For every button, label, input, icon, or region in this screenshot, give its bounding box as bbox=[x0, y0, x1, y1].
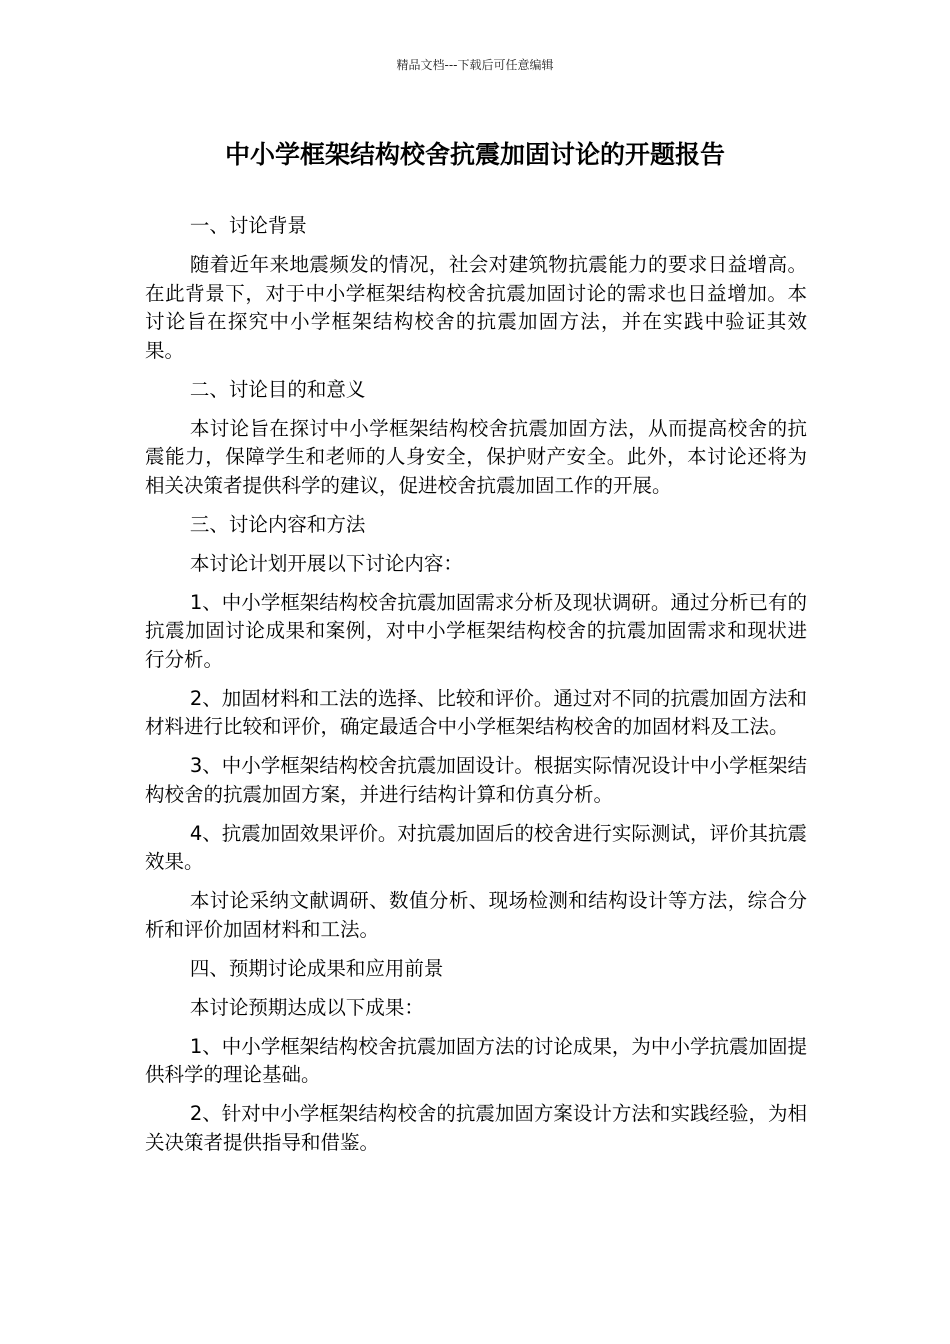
list-item-content-2: 2、加固材料和工法的选择、比较和评价。通过对不同的抗震加固方法和材料进行比较和评价，确定最适合中小学框架结构校舍的加固材料及工法。 bbox=[145, 686, 807, 738]
section-heading-outcomes: 四、预期讨论成果和应用前景 bbox=[189, 956, 444, 980]
paragraph-methods: 本讨论采纳文献调研、数值分析、现场检测和结构设计等方法，综合分析和评价加固材料和工法。 bbox=[145, 889, 807, 941]
paragraph-content-intro: 本讨论计划开展以下讨论内容： bbox=[189, 551, 463, 575]
list-item-content-1: 1、中小学框架结构校舍抗震加固需求分析及现状调研。通过分析已有的抗震加固讨论成果和案例，对中小学框架结构校舍的抗震加固需求和现状进行分析。 bbox=[145, 590, 807, 671]
list-item-outcome-1: 1、中小学框架结构校舍抗震加固方法的讨论成果，为中小学抗震加固提供科学的理论基础。 bbox=[145, 1034, 807, 1086]
paragraph-purpose: 本讨论旨在探讨中小学框架结构校舍抗震加固方法，从而提高校舍的抗震能力，保障学生和老师的人身安全，保护财产安全。此外，本讨论还将为相关决策者提供科学的建议，促进校舍抗震加固工作的开展。 bbox=[145, 416, 807, 497]
paragraph-outcomes-intro: 本讨论预期达成以下成果： bbox=[189, 995, 424, 1019]
list-item-outcome-2: 2、针对中小学框架结构校舍的抗震加固方案设计方法和实践经验，为相关决策者提供指导和借鉴。 bbox=[145, 1102, 807, 1154]
document-body bbox=[145, 212, 807, 1168]
section-heading-content-method: 三、讨论内容和方法 bbox=[189, 512, 366, 536]
list-item-content-3: 3、中小学框架结构校舍抗震加固设计。根据实际情况设计中小学框架结构校舍的抗震加固方案，并进行结构计算和仿真分析。 bbox=[145, 754, 807, 806]
list-item-content-4: 4、抗震加固效果评价。对抗震加固后的校舍进行实际测试，评价其抗震效果。 bbox=[145, 821, 807, 873]
document-title: 中小学框架结构校舍抗震加固讨论的开题报告 bbox=[224, 140, 725, 169]
header-note: 精品文档---下载后可任意编辑 bbox=[396, 58, 554, 72]
paragraph-background: 随着近年来地震频发的情况，社会对建筑物抗震能力的要求日益增高。在此背景下，对于中小学框架结构校舍抗震加固讨论的需求也日益增加。本讨论旨在探究中小学框架结构校舍的抗震加固方法，并在实践中验证其效果。 bbox=[145, 253, 807, 362]
section-heading-background: 一、讨论背景 bbox=[189, 214, 307, 237]
section-heading-purpose: 二、讨论目的和意义 bbox=[189, 377, 366, 401]
